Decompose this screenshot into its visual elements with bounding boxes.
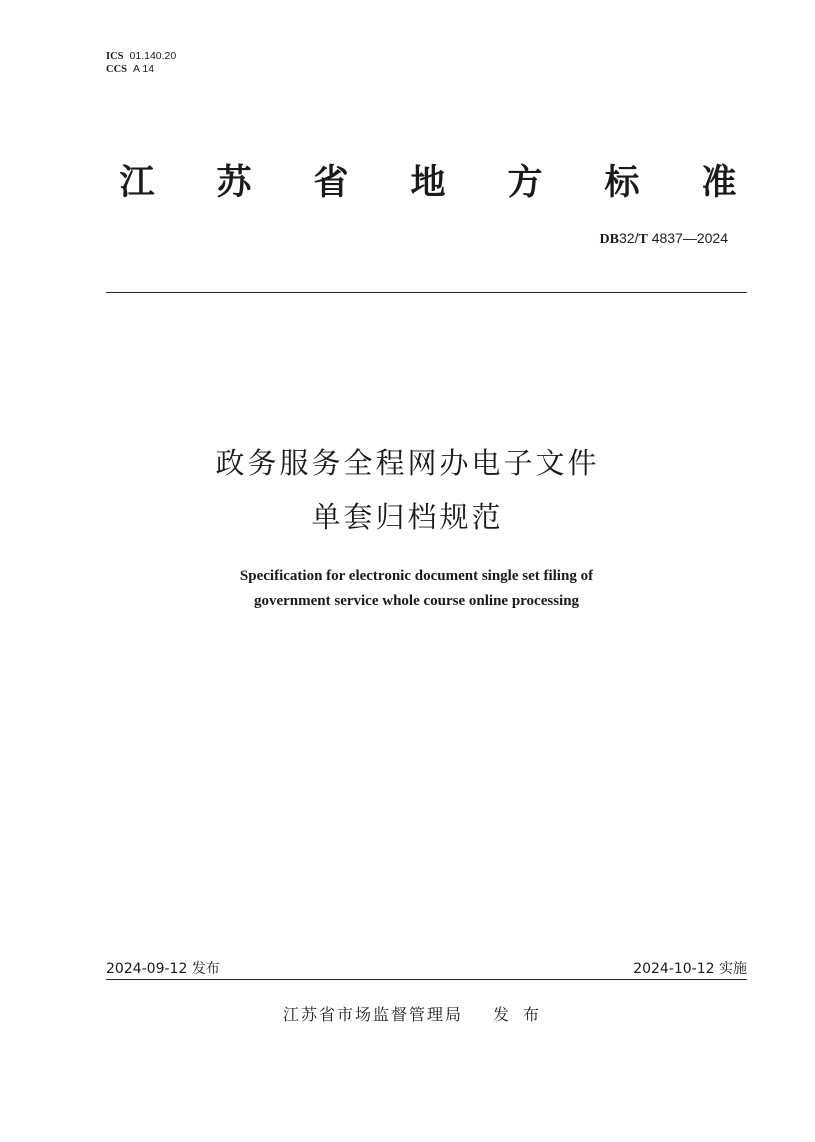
issuer-action: 发布 — [493, 1005, 554, 1024]
ccs-label: CCS — [106, 64, 128, 75]
standard-code: 32/ — [619, 230, 639, 246]
classification-codes — [106, 50, 176, 76]
heading-char: 地 — [410, 163, 446, 203]
ics-label: ICS — [106, 51, 124, 62]
heading-char: 标 — [604, 163, 640, 203]
standard-type-heading — [117, 158, 739, 208]
ccs-code — [106, 63, 176, 76]
standard-serial: 4837—2024 — [647, 230, 728, 246]
english-title-line-2: government service whole course online processing — [253, 593, 580, 609]
standard-number — [600, 230, 728, 248]
standard-prefix: DB — [599, 232, 619, 247]
heading-char: 苏 — [216, 163, 252, 203]
standard-type: T — [638, 232, 648, 247]
implementation-date: 2024-10-12 实施 — [633, 961, 747, 977]
heading-char: 省 — [313, 163, 349, 203]
release-date: 2024-09-12 发布 — [106, 961, 220, 977]
heading-char: 方 — [507, 163, 543, 203]
ccs-value: A 14 — [133, 63, 155, 75]
chinese-title-line-2: 单套归档规范 — [311, 500, 504, 534]
issuer-name: 江苏省市场监督管理局 — [283, 1005, 464, 1024]
issuing-authority — [283, 1002, 553, 1025]
top-divider — [106, 292, 747, 293]
heading-char: 江 — [119, 163, 155, 203]
ics-code — [106, 50, 176, 63]
bottom-divider — [106, 979, 747, 980]
chinese-title-line-1: 政务服务全程网办电子文件 — [215, 446, 600, 480]
english-title-line-1: Specification for electronic document single set filing of — [239, 568, 594, 584]
heading-char: 准 — [701, 163, 737, 203]
ics-value: 01.140.20 — [129, 50, 177, 62]
